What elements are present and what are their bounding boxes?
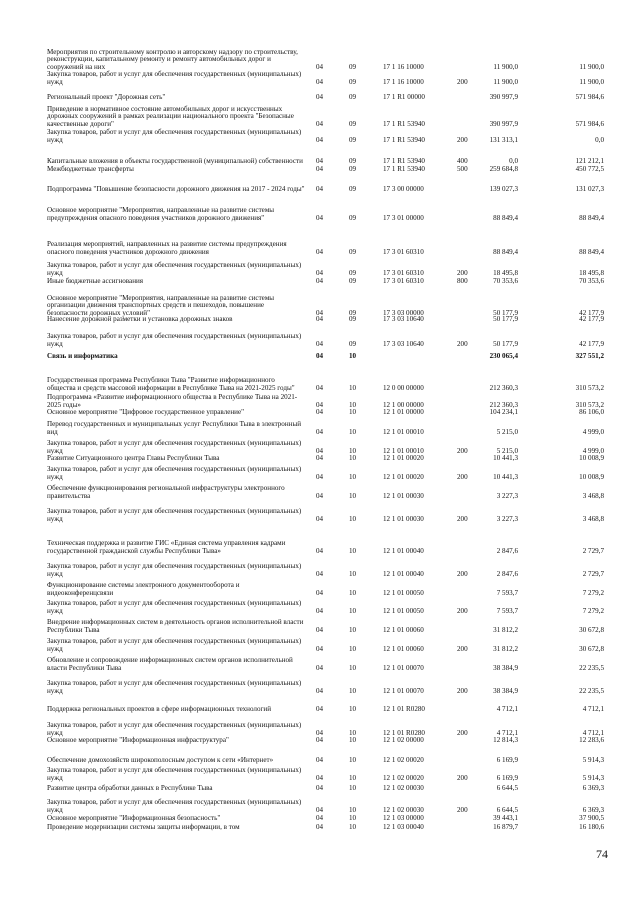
row-name: Закупка товаров, работ и услуг для обеспечения государственных (муниципальных) нужд — [47, 70, 302, 86]
row-sum-1: 6 169,9 — [496, 773, 518, 782]
row-sum-2: 42 177,9 — [579, 314, 604, 323]
row-name: Закупка товаров, работ и услуг для обеспечения государственных (муниципальных) нужд — [47, 439, 302, 455]
row-rz: 04 — [316, 135, 324, 144]
row-sum-1: 88 849,4 — [493, 213, 518, 222]
row-sum-1: 5 215,0 — [496, 446, 518, 455]
row-vr: 200 — [457, 514, 468, 523]
row-pr: 10 — [349, 663, 357, 672]
row-rz: 04 — [316, 783, 324, 792]
row-pr: 10 — [349, 407, 357, 416]
row-csr: 17 3 01 60310 — [383, 247, 424, 256]
row-rz: 04 — [316, 735, 324, 744]
row-name: Основное мероприятие "Информационная безопасность" — [47, 813, 221, 822]
row-pr: 09 — [349, 276, 357, 285]
row-sum-2: 7 279,2 — [582, 588, 604, 597]
table-row — [0, 791, 639, 831]
row-pr: 10 — [349, 383, 357, 392]
row-csr: 12 1 00 00000 — [383, 400, 424, 409]
row-sum-2: 11 900,0 — [579, 62, 604, 71]
row-rz: 04 — [316, 308, 324, 317]
row-rz: 04 — [316, 77, 324, 86]
row-sum-2: 42 177,9 — [579, 339, 604, 348]
row-name: Основное мероприятие "Мероприятия, направленные на развитие системы предупреждения опасного поведения участников дорожного движения" — [47, 206, 275, 222]
row-name: Межбюджетные трансферты — [47, 164, 134, 173]
row-name: Закупка товаров, работ и услуг для обеспечения государственных (муниципальных) нужд — [47, 261, 302, 277]
row-name: Закупка товаров, работ и услуг для обеспечения государственных (муниципальных) нужд — [47, 798, 302, 814]
row-pr: 09 — [349, 119, 357, 128]
row-csr: 17 3 03 00000 — [383, 308, 424, 317]
row-csr: 12 1 01 00010 — [383, 446, 424, 455]
row-name: Основное мероприятие "Информационная инфраструктура" — [47, 735, 229, 744]
row-name: Закупка товаров, работ и услуг для обеспечения государственных (муниципальных) нужд — [47, 679, 302, 695]
row-vr: 200 — [457, 686, 468, 695]
row-pr: 09 — [349, 156, 357, 165]
row-csr: 17 1 16 10000 — [383, 77, 424, 86]
row-name: Закупка товаров, работ и услуг для обеспечения государственных (муниципальных) нужд — [47, 507, 302, 523]
row-name: Иные бюджетные ассигнования — [47, 276, 144, 285]
row-sum-2: 2 729,7 — [582, 546, 604, 555]
row-csr: 12 1 01 00050 — [383, 588, 424, 597]
row-name: Техническая поддержка и развитие ГИС «Единая система управления кадрами государственной гражданской службы Республики Тыва» — [47, 539, 286, 555]
row-rz: 04 — [316, 184, 324, 193]
row-name: Приведение в нормативное состояние автомобильных дорог и искусственных дорожных сооружений в рамках реализации национального проекта "Безопасные качественные дороги" — [47, 105, 294, 128]
row-rz: 04 — [316, 588, 324, 597]
row-sum-2: 571 984,6 — [575, 119, 604, 128]
row-pr: 10 — [349, 644, 357, 653]
row-sum-1: 50 177,9 — [493, 314, 518, 323]
row-pr: 10 — [349, 546, 357, 555]
row-name: Поддержка региональных проектов в сфере информационных технологий — [47, 704, 272, 713]
row-sum-1: 4 712,1 — [496, 728, 518, 737]
row-pr: 10 — [349, 351, 357, 360]
row-sum-2: 70 353,6 — [579, 276, 604, 285]
row-rz: 04 — [316, 276, 324, 285]
row-sum-2: 450 772,5 — [575, 164, 604, 173]
row-csr: 12 1 01 00040 — [383, 546, 424, 555]
row-csr: 12 1 03 00000 — [383, 813, 424, 822]
row-csr: 17 1 R1 53940 — [383, 164, 425, 173]
row-sum-1: 131 313,1 — [489, 135, 518, 144]
row-vr: 400 — [457, 156, 468, 165]
row-name: Основное мероприятие "Мероприятия, направленные на развитие системы организации движения транспортных средств и пешеходов, повышение безопасности дорожных условий" — [47, 294, 275, 317]
row-rz: 04 — [316, 446, 324, 455]
row-csr: 17 3 01 60310 — [383, 276, 424, 285]
row-rz: 04 — [316, 569, 324, 578]
row-csr: 12 1 01 R0280 — [383, 704, 425, 713]
row-sum-1: 70 353,6 — [493, 276, 518, 285]
row-csr: 12 1 01 00070 — [383, 686, 424, 695]
row-name: Обновление и сопровождение информационных систем органов исполнительной власти Республики Тыва — [47, 656, 293, 672]
row-pr: 09 — [349, 62, 357, 71]
row-csr: 17 3 01 60310 — [383, 268, 424, 277]
row-sum-2: 6 369,3 — [582, 805, 604, 814]
row-sum-2: 0,0 — [595, 135, 604, 144]
row-sum-1: 230 065,4 — [489, 351, 518, 360]
row-vr: 200 — [457, 728, 468, 737]
row-name: Капитальные вложения в объекты государственной (муниципальной) собственности — [47, 156, 303, 165]
row-rz: 04 — [316, 644, 324, 653]
row-sum-2: 121 212,1 — [575, 156, 604, 165]
row-pr: 10 — [349, 755, 357, 764]
row-name: Внедрение информационных систем в деятельность органов исполнительной власти Республики Тыва — [47, 618, 304, 634]
row-name: Подпрограмма «Развитие информационного общества в Республике Тыва на 2021-2025 годы» — [47, 393, 298, 409]
row-name: Закупка товаров, работ и услуг для обеспечения государственных (муниципальных) нужд — [47, 465, 302, 481]
row-csr: 17 3 00 00000 — [383, 184, 424, 193]
row-rz: 04 — [316, 351, 324, 360]
row-sum-1: 3 227,3 — [496, 491, 518, 500]
row-pr: 09 — [349, 164, 357, 173]
row-sum-1: 3 227,3 — [496, 514, 518, 523]
row-sum-2: 4 999,0 — [582, 427, 604, 436]
row-pr: 09 — [349, 268, 357, 277]
row-rz: 04 — [316, 606, 324, 615]
row-pr: 09 — [349, 308, 357, 317]
row-sum-1: 7 593,7 — [496, 606, 518, 615]
row-sum-1: 139 027,3 — [489, 184, 518, 193]
row-sum-1: 11 900,0 — [493, 77, 518, 86]
row-sum-2: 86 106,0 — [579, 407, 604, 416]
row-rz: 04 — [316, 755, 324, 764]
row-name: Закупка товаров, работ и услуг для обеспечения государственных (муниципальных) нужд — [47, 599, 302, 615]
row-rz: 04 — [316, 383, 324, 392]
row-sum-1: 88 849,4 — [493, 247, 518, 256]
row-sum-2: 3 468,8 — [582, 491, 604, 500]
row-sum-2: 37 900,5 — [579, 813, 604, 822]
row-sum-2: 5 914,3 — [582, 773, 604, 782]
row-pr: 10 — [349, 453, 357, 462]
row-name: Региональный проект "Дорожная сеть" — [47, 92, 166, 101]
row-csr: 12 1 01 00010 — [383, 427, 424, 436]
row-vr: 200 — [457, 268, 468, 277]
row-pr: 10 — [349, 588, 357, 597]
row-sum-2: 310 573,2 — [575, 383, 604, 392]
row-csr: 12 1 01 R0280 — [383, 728, 425, 737]
row-name: Основное мероприятие "Цифровое государственное управление" — [47, 407, 245, 416]
row-name: Закупка товаров, работ и услуг для обеспечения государственных (муниципальных) нужд — [47, 562, 302, 578]
row-name: Функционирование системы электронного документооборота и видеоконференцсвязи — [47, 581, 240, 597]
row-csr: 17 1 R1 53940 — [383, 119, 425, 128]
row-csr: 12 1 01 00050 — [383, 606, 424, 615]
row-sum-1: 39 443,1 — [493, 813, 518, 822]
row-sum-2: 16 180,6 — [579, 822, 604, 831]
row-csr: 17 3 01 00000 — [383, 213, 424, 222]
row-sum-2: 3 468,8 — [582, 514, 604, 523]
row-sum-1: 18 495,8 — [493, 268, 518, 277]
row-pr: 09 — [349, 184, 357, 193]
row-name: Мероприятия по строительному контролю и авторскому надзору по строительству, реконструкции, капитальному ремонту и ремонту автомобильных дорог и сооружений на них — [47, 48, 298, 71]
row-rz: 04 — [316, 773, 324, 782]
row-sum-1: 0,0 — [509, 156, 518, 165]
row-vr: 200 — [457, 77, 468, 86]
row-csr: 12 1 02 00020 — [383, 755, 424, 764]
row-sum-1: 10 441,3 — [493, 472, 518, 481]
row-pr: 10 — [349, 514, 357, 523]
row-sum-1: 6 644,5 — [496, 805, 518, 814]
row-name: Проведение модернизации системы защиты информации, в том — [47, 822, 240, 831]
row-sum-2: 7 279,2 — [582, 606, 604, 615]
row-name: Развитие Ситуационного центра Главы Республики Тыва — [47, 453, 220, 462]
row-sum-2: 5 914,3 — [582, 755, 604, 764]
row-rz: 04 — [316, 822, 324, 831]
row-sum-2: 131 027,3 — [575, 184, 604, 193]
row-pr: 10 — [349, 606, 357, 615]
row-sum-2: 10 008,9 — [579, 472, 604, 481]
row-sum-1: 11 900,0 — [493, 62, 518, 71]
row-sum-2: 571 984,6 — [575, 92, 604, 101]
row-vr: 800 — [457, 276, 468, 285]
row-csr: 17 1 R1 53940 — [383, 156, 425, 165]
row-csr: 17 1 R1 00000 — [383, 92, 425, 101]
row-name: Нанесение дорожной разметки и установка дорожных знаков — [47, 314, 233, 323]
row-sum-1: 50 177,9 — [493, 339, 518, 348]
row-sum-2: 11 900,0 — [579, 77, 604, 86]
row-csr: 12 1 02 00000 — [383, 735, 424, 744]
row-sum-1: 212 360,3 — [489, 400, 518, 409]
row-sum-1: 259 684,8 — [489, 164, 518, 173]
row-pr: 09 — [349, 247, 357, 256]
row-vr: 200 — [457, 446, 468, 455]
row-sum-1: 31 812,2 — [493, 625, 518, 634]
row-name: Закупка товаров, работ и услуг для обеспечения государственных (муниципальных) нужд — [47, 766, 302, 782]
row-rz: 04 — [316, 728, 324, 737]
row-sum-2: 30 672,8 — [579, 644, 604, 653]
row-csr: 12 1 01 00020 — [383, 453, 424, 462]
row-sum-1: 7 593,7 — [496, 588, 518, 597]
row-name: Обеспечение функционирования региональной инфраструктуры электронного правительства — [47, 484, 285, 500]
row-pr: 10 — [349, 686, 357, 695]
row-vr: 200 — [457, 606, 468, 615]
row-rz: 04 — [316, 427, 324, 436]
row-pr: 10 — [349, 805, 357, 814]
row-name: Закупка товаров, работ и услуг для обеспечения государственных (муниципальных) нужд — [47, 128, 302, 144]
row-sum-2: 2 729,7 — [582, 569, 604, 578]
row-name: Связь и информатика — [47, 351, 118, 360]
row-rz: 04 — [316, 92, 324, 101]
row-sum-2: 18 495,8 — [579, 268, 604, 277]
row-pr: 10 — [349, 446, 357, 455]
row-rz: 04 — [316, 625, 324, 634]
row-pr: 10 — [349, 491, 357, 500]
row-csr: 12 1 01 00070 — [383, 663, 424, 672]
row-sum-2: 4 999,0 — [582, 446, 604, 455]
row-sum-2: 12 283,6 — [579, 735, 604, 744]
row-csr: 12 1 01 00020 — [383, 472, 424, 481]
row-sum-2: 310 573,2 — [575, 400, 604, 409]
row-sum-2: 88 849,4 — [579, 247, 604, 256]
row-sum-1: 212 360,3 — [489, 383, 518, 392]
row-name: Закупка товаров, работ и услуг для обеспечения государственных (муниципальных) нужд — [47, 332, 302, 348]
row-sum-1: 38 384,9 — [493, 686, 518, 695]
row-sum-1: 38 384,9 — [493, 663, 518, 672]
row-sum-1: 50 177,9 — [493, 308, 518, 317]
row-csr: 12 1 01 00040 — [383, 569, 424, 578]
row-vr: 200 — [457, 773, 468, 782]
row-sum-2: 6 369,3 — [582, 783, 604, 792]
row-rz: 04 — [316, 119, 324, 128]
row-rz: 04 — [316, 400, 324, 409]
row-rz: 04 — [316, 213, 324, 222]
row-pr: 10 — [349, 472, 357, 481]
row-sum-2: 30 672,8 — [579, 625, 604, 634]
row-sum-1: 4 712,1 — [496, 704, 518, 713]
row-pr: 10 — [349, 728, 357, 737]
row-csr: 17 3 03 10640 — [383, 314, 424, 323]
row-pr: 10 — [349, 783, 357, 792]
row-rz: 04 — [316, 472, 324, 481]
row-sum-1: 390 997,9 — [489, 119, 518, 128]
row-sum-1: 16 879,7 — [493, 822, 518, 831]
row-rz: 04 — [316, 156, 324, 165]
row-csr: 12 1 01 00000 — [383, 407, 424, 416]
row-pr: 09 — [349, 77, 357, 86]
row-pr: 10 — [349, 400, 357, 409]
row-pr: 09 — [349, 135, 357, 144]
row-pr: 09 — [349, 92, 357, 101]
row-rz: 04 — [316, 339, 324, 348]
row-pr: 10 — [349, 625, 357, 634]
row-name: Развитие центра обработки данных в Республике Тыва — [47, 783, 213, 792]
row-csr: 12 1 02 00030 — [383, 783, 424, 792]
row-sum-1: 12 814,3 — [493, 735, 518, 744]
row-sum-2: 22 235,5 — [579, 686, 604, 695]
row-sum-1: 104 234,1 — [489, 407, 518, 416]
row-vr: 500 — [457, 164, 468, 173]
row-rz: 04 — [316, 663, 324, 672]
row-pr: 10 — [349, 735, 357, 744]
row-pr: 10 — [349, 773, 357, 782]
row-vr: 200 — [457, 805, 468, 814]
row-rz: 04 — [316, 813, 324, 822]
row-csr: 17 1 16 10000 — [383, 62, 424, 71]
row-vr: 200 — [457, 339, 468, 348]
row-pr: 10 — [349, 569, 357, 578]
row-sum-2: 42 177,9 — [579, 308, 604, 317]
row-name: Обеспечение домохозяйств широкополосным доступом к сети «Интернет» — [47, 755, 274, 764]
row-sum-2: 22 235,5 — [579, 663, 604, 672]
row-pr: 10 — [349, 822, 357, 831]
row-csr: 17 1 R1 53940 — [383, 135, 425, 144]
row-csr: 12 1 03 00040 — [383, 822, 424, 831]
row-vr: 200 — [457, 135, 468, 144]
row-name: Государственная программа Республики Тыва "Развитие информационного общества и средств массовой информации в Республике Тыва на 2021-2025 годы" — [47, 376, 295, 392]
row-sum-2: 327 551,2 — [575, 351, 604, 360]
row-csr: 12 1 01 00060 — [383, 625, 424, 634]
row-rz: 04 — [316, 164, 324, 173]
row-vr: 200 — [457, 472, 468, 481]
row-sum-2: 88 849,4 — [579, 213, 604, 222]
row-rz: 04 — [316, 514, 324, 523]
row-sum-1: 2 847,6 — [496, 569, 518, 578]
row-rz: 04 — [316, 704, 324, 713]
row-sum-1: 5 215,0 — [496, 427, 518, 436]
row-pr: 09 — [349, 314, 357, 323]
row-csr: 17 3 03 10640 — [383, 339, 424, 348]
row-name: Перевод государственных и муниципальных услуг Республики Тыва в электронный вид — [47, 420, 302, 436]
row-sum-1: 10 441,3 — [493, 453, 518, 462]
row-csr: 12 1 01 00030 — [383, 491, 424, 500]
row-rz: 04 — [316, 247, 324, 256]
row-rz: 04 — [316, 805, 324, 814]
row-rz: 04 — [316, 686, 324, 695]
row-vr: 200 — [457, 644, 468, 653]
row-name: Закупка товаров, работ и услуг для обеспечения государственных (муниципальных) нужд — [47, 637, 302, 653]
row-pr: 09 — [349, 339, 357, 348]
row-name: Реализация мероприятий, направленных на развитие системы предупреждения опасного поведения участников дорожного движения — [47, 240, 287, 256]
row-sum-2: 10 008,9 — [579, 453, 604, 462]
row-sum-1: 31 812,2 — [493, 644, 518, 653]
row-sum-2: 4 712,1 — [582, 728, 604, 737]
row-vr: 200 — [457, 569, 468, 578]
row-sum-1: 6 169,9 — [496, 755, 518, 764]
row-rz: 04 — [316, 453, 324, 462]
row-sum-1: 6 644,5 — [496, 783, 518, 792]
row-csr: 12 1 01 00060 — [383, 644, 424, 653]
row-rz: 04 — [316, 62, 324, 71]
row-pr: 10 — [349, 813, 357, 822]
row-rz: 04 — [316, 314, 324, 323]
row-rz: 04 — [316, 268, 324, 277]
page-number: 74 — [596, 847, 608, 861]
row-csr: 12 1 02 00030 — [383, 805, 424, 814]
row-sum-1: 2 847,6 — [496, 546, 518, 555]
row-rz: 04 — [316, 407, 324, 416]
row-rz: 04 — [316, 491, 324, 500]
row-csr: 12 1 01 00030 — [383, 514, 424, 523]
row-sum-2: 4 712,1 — [582, 704, 604, 713]
row-pr: 10 — [349, 704, 357, 713]
row-sum-1: 390 997,9 — [489, 92, 518, 101]
row-rz: 04 — [316, 546, 324, 555]
row-name: Подпрограмма "Повышение безопасности дорожного движения на 2017 - 2024 годы" — [47, 184, 305, 193]
row-name: Закупка товаров, работ и услуг для обеспечения государственных (муниципальных) нужд — [47, 721, 302, 737]
row-csr: 12 1 02 00020 — [383, 773, 424, 782]
row-pr: 09 — [349, 213, 357, 222]
row-csr: 12 0 00 00000 — [383, 383, 424, 392]
row-pr: 10 — [349, 427, 357, 436]
